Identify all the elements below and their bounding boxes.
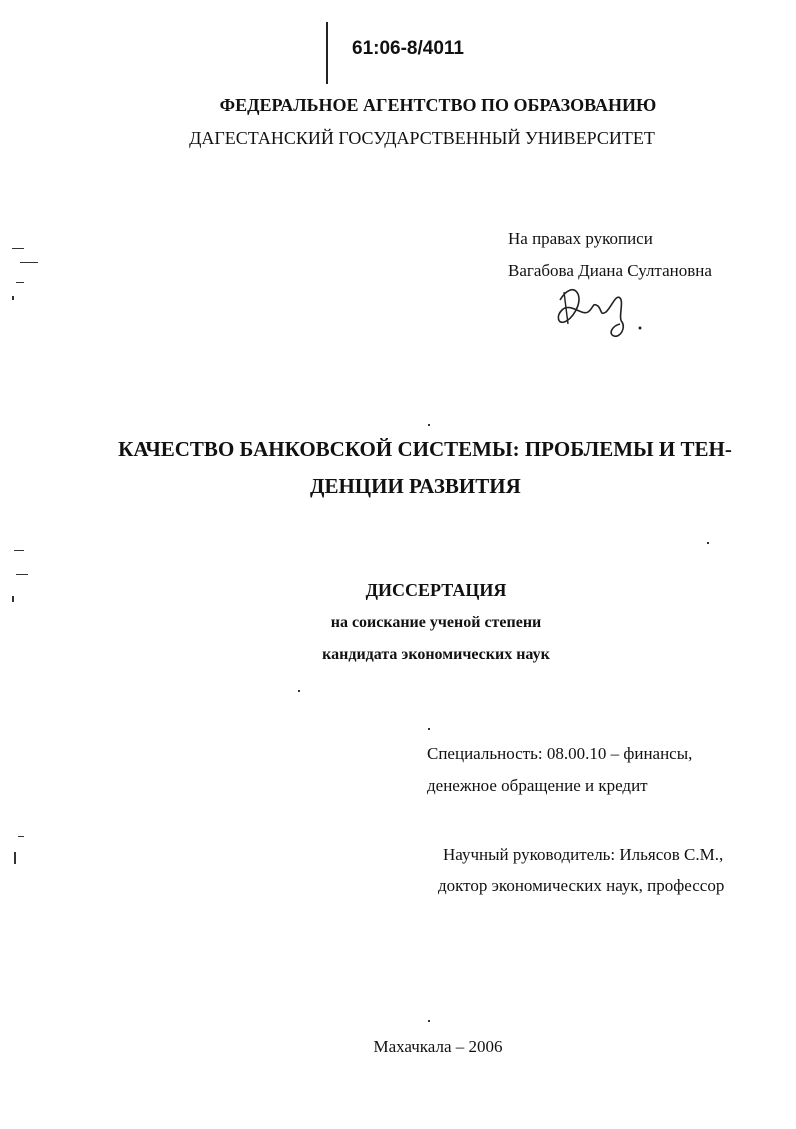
author-signature bbox=[548, 272, 648, 344]
scan-artifact bbox=[428, 728, 430, 730]
dissertation-title-line-1: КАЧЕСТВО БАНКОВСКОЙ СИСТЕМЫ: ПРОБЛЕМЫ И ТЕН- bbox=[118, 437, 732, 461]
scan-artifact bbox=[298, 690, 300, 692]
rights-note: На правах рукописи bbox=[508, 229, 653, 248]
scan-artifact bbox=[18, 836, 24, 837]
agency-heading: ФЕДЕРАЛЬНОЕ АГЕНТСТВО ПО ОБРАЗОВАНИЮ bbox=[219, 95, 657, 115]
city-year: Махачкала – 2006 bbox=[373, 1037, 503, 1056]
supervisor-line-2: доктор экономических наук, профессор bbox=[438, 876, 725, 895]
stamp-divider-line bbox=[326, 22, 328, 84]
scan-artifact bbox=[20, 262, 38, 263]
specialty-line-2: денежное обращение и кредит bbox=[427, 776, 648, 795]
scan-artifact bbox=[14, 550, 24, 551]
scan-artifact bbox=[12, 248, 24, 249]
author-name: Вагабова Диана Султановна bbox=[508, 261, 712, 280]
dissertation-title-line-2: ДЕНЦИИ РАЗВИТИЯ bbox=[310, 474, 521, 498]
archive-stamp-code: 61:06-8/4011 bbox=[352, 38, 464, 59]
scan-artifact bbox=[16, 282, 24, 283]
degree-purpose: на соискание ученой степени bbox=[330, 614, 542, 631]
scan-artifact bbox=[12, 596, 14, 602]
scan-artifact bbox=[707, 542, 709, 544]
scan-artifact bbox=[12, 296, 14, 300]
scan-artifact bbox=[16, 574, 28, 575]
specialty-line-1: Специальность: 08.00.10 – финансы, bbox=[427, 744, 693, 763]
degree-name: кандидата экономических наук bbox=[322, 646, 550, 663]
scan-artifact bbox=[428, 424, 430, 426]
work-type-heading: ДИССЕРТАЦИЯ bbox=[365, 580, 507, 600]
university-heading: ДАГЕСТАНСКИЙ ГОСУДАРСТВЕННЫЙ УНИВЕРСИТЕТ bbox=[189, 128, 655, 148]
scan-artifact bbox=[14, 852, 16, 864]
scan-artifact bbox=[428, 1020, 430, 1022]
supervisor-line-1: Научный руководитель: Ильясов С.М., bbox=[443, 845, 724, 864]
